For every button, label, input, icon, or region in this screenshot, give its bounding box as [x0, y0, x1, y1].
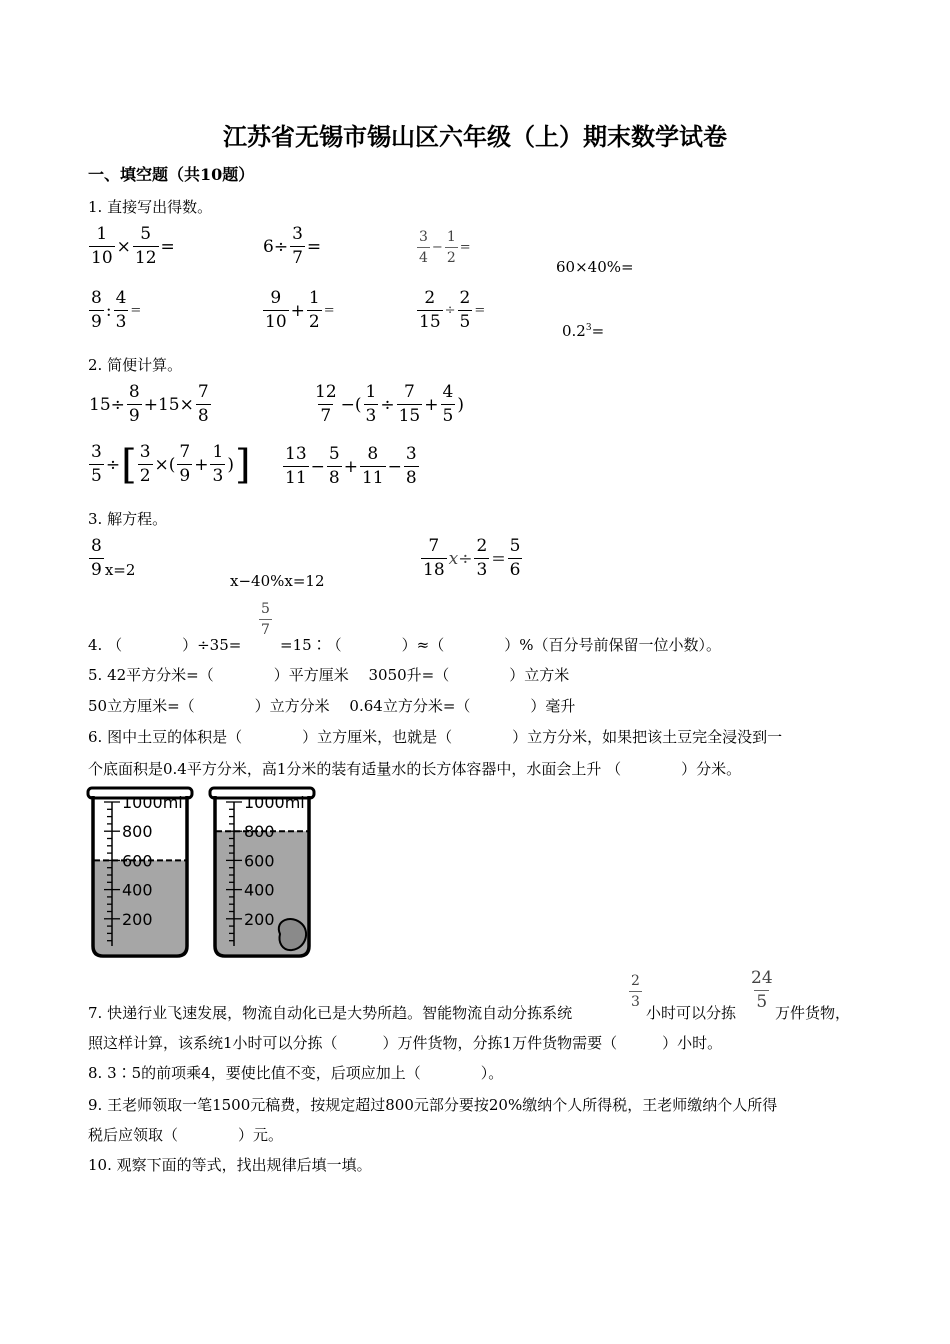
question-7-part-3: 万件货物， [775, 1004, 851, 1022]
q1-item-h: $0.2^3=$ [562, 322, 605, 340]
q1-item-c: $\frac{3}{4}$ − $\frac{1}{2}$ = [419, 229, 471, 266]
beaker-2-label: 200 [244, 909, 275, 929]
beaker-1-label: 600 [122, 851, 153, 871]
question-3: 3. 解方程。 [88, 510, 168, 528]
q3-item-c: $\frac{7}{18}$ x÷ $\frac{2}{3}$ = $\frac{5}{6}$ [423, 536, 521, 580]
q2-item-c: $\frac{3}{5}$ ÷ [ $\frac{3}{2}$ ×( $\frac{7}{9}$ + $\frac{1}{3}$ ) ] [91, 441, 251, 488]
beaker-2-label: 400 [244, 880, 275, 900]
question-7-line-2: 照这样计算，该系统1小时可以分拣（ ）万件货物，分拣1万件货物需要（ ）小时。 [88, 1034, 723, 1052]
potato-icon [279, 919, 306, 950]
question-8: 8. 3∶5的前项乘4，要使比值不变，后项应加上（ ）。 [88, 1064, 504, 1082]
q1-item-a: $\frac{1}{10}$ × $\frac{5}{12}$ = [91, 224, 175, 268]
question-4-part-2: =15∶（ ）≈（ ）%（百分号前保留一位小数）。 [280, 636, 721, 654]
question-4-part-1: 4. （ ）÷35= [88, 636, 242, 654]
q1-item-f: $\frac{9}{10}$ + $\frac{1}{2}$ = [265, 288, 335, 332]
question-4-fraction: $\frac{5}{7}$ [261, 601, 270, 638]
question-7-fraction-2: $\frac{24}{5}$ [751, 968, 773, 1012]
beaker-1-label: 400 [122, 880, 153, 900]
q3-item-b: x−40%x=12 [230, 572, 325, 590]
question-6-line-2: 个底面积是0.4平方分米，高1分米的装有适量水的长方体容器中，水面会上升 （ ）分米。 [88, 760, 742, 778]
beaker-1-label: 1000ml [122, 793, 183, 812]
q1-item-g: $\frac{2}{15}$ ÷ $\frac{2}{5}$ = [419, 288, 486, 332]
q2-item-b: $\frac{12}{7}$ −( $\frac{1}{3}$ ÷ $\frac{7}{15}$ + $\frac{4}{5}$ ) [315, 382, 464, 426]
question-2: 2. 简便计算。 [88, 356, 183, 374]
question-5-line-2: 50立方厘米=（ ）立方分米 0.64立方分米=（ ）毫升 [88, 697, 576, 715]
question-9-line-2: 税后应领取（ ）元。 [88, 1126, 284, 1144]
question-5-line-1: 5. 42平方分米=（ ）平方厘米 3050升=（ ）立方米 [88, 666, 570, 684]
beaker-2-label: 1000ml [244, 793, 305, 812]
exam-title: 江苏省无锡市锡山区六年级（上）期末数学试卷 [223, 122, 727, 151]
beaker-1-label: 800 [122, 822, 153, 842]
q2-item-a: 15÷ $\frac{8}{9}$ +15× $\frac{7}{8}$ [89, 382, 209, 426]
q1-item-e: $\frac{8}{9}$ : $\frac{4}{3}$ = [91, 288, 142, 332]
question-9-line-1: 9. 王老师领取一笔1500元稿费，按规定超过800元部分要按20%缴纳个人所得税，王老师缴纳个人所得 [88, 1096, 778, 1114]
question-10: 10. 观察下面的等式，找出规律后填一填。 [88, 1156, 372, 1174]
question-6-line-1: 6. 图中土豆的体积是（ ）立方厘米，也就是（ ）立方分米，如果把该土豆完全浸没到一 [88, 728, 783, 746]
beaker-2-label: 800 [244, 822, 275, 842]
beaker-figure [86, 786, 322, 958]
q2-item-d: $\frac{13}{11}$ − $\frac{5}{8}$ + $\frac{8}{11}$ − $\frac{3}{8}$ [285, 444, 417, 488]
section-heading: 一、填空题（共10题） [88, 165, 255, 184]
q1-item-d: 60×40%= [556, 258, 634, 276]
question-7-fraction-1: $\frac{2}{3}$ [631, 973, 640, 1010]
q1-item-b: 6÷ $\frac{3}{7}$ = [263, 224, 322, 268]
beaker-1-label: 200 [122, 909, 153, 929]
question-7-part-2: 小时可以分拣 [646, 1004, 737, 1022]
beaker-2-label: 600 [244, 851, 275, 871]
question-1: 1. 直接写出得数。 [88, 198, 213, 216]
question-7-part-1: 7. 快递行业飞速发展，物流自动化已是大势所趋。智能物流自动分拣系统 [88, 1004, 573, 1022]
q3-item-a: $\frac{8}{9}$ x=2 [91, 536, 136, 580]
beaker-diagram [86, 786, 322, 958]
